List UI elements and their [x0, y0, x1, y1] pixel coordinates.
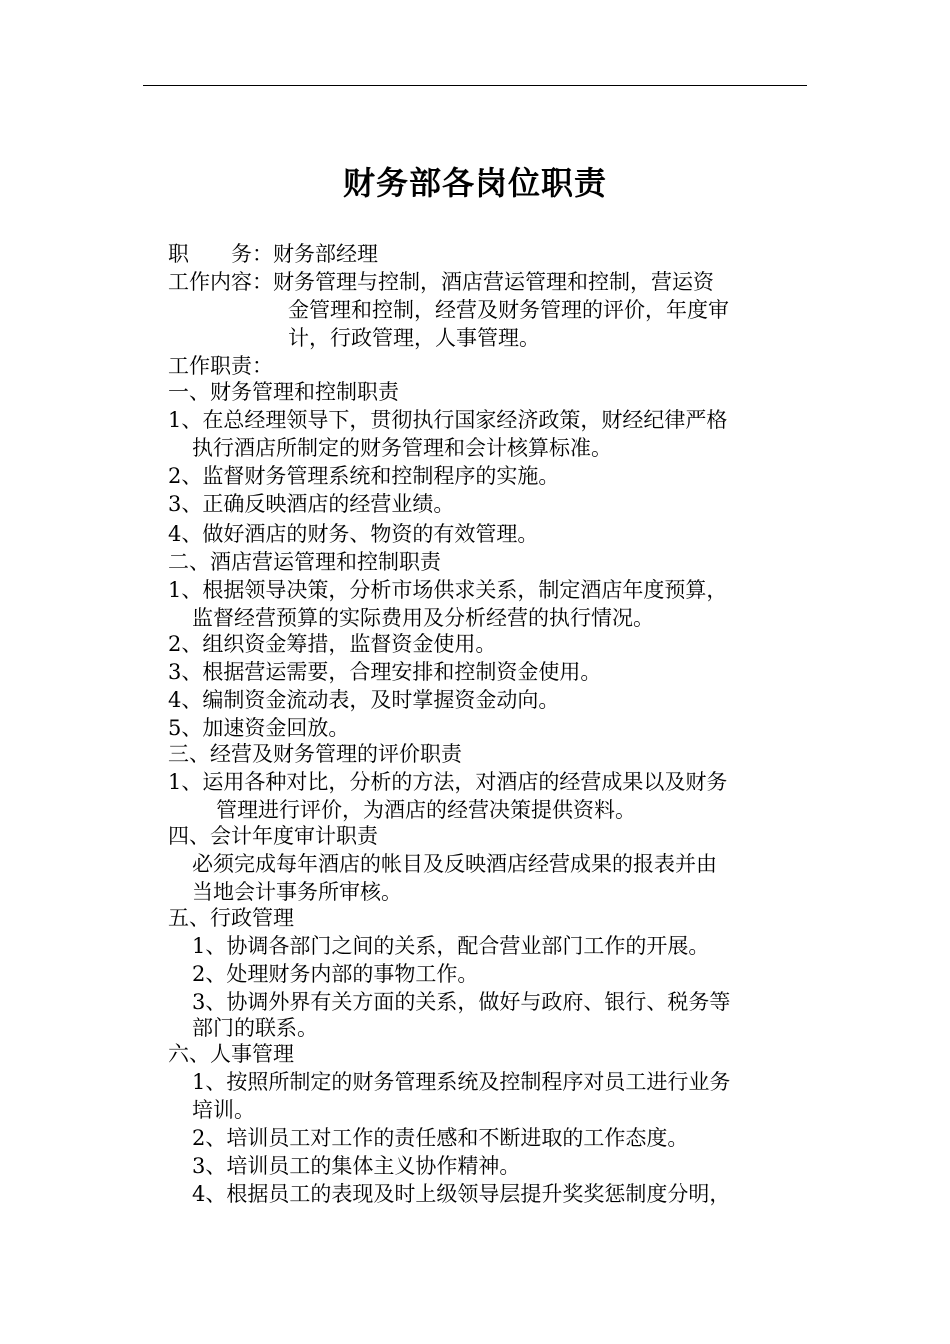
duties-label: 工作职责： [168, 354, 273, 378]
section-heading: 四、会计年度审计职责 [168, 824, 378, 848]
content-line: 计，行政管理，人事管理。 [288, 326, 540, 350]
list-item-continuation: 部门的联系。 [192, 1016, 318, 1040]
section-heading: 五、行政管理 [168, 906, 294, 930]
list-item: 1、运用各种对比，分析的方法，对酒店的经营成果以及财务 [168, 770, 728, 794]
list-item-continuation: 管理进行评价，为酒店的经营决策提供资料。 [216, 798, 636, 822]
header-rule [143, 85, 807, 86]
list-item: 3、根据营运需要，合理安排和控制资金使用。 [168, 660, 602, 684]
list-item-continuation: 执行酒店所制定的财务管理和会计核算标准。 [192, 436, 612, 460]
section-heading: 二、酒店营运管理和控制职责 [168, 550, 441, 574]
paragraph-line: 当地会计事务所审核。 [192, 880, 402, 904]
list-item: 2、培训员工对工作的责任感和不断进取的工作态度。 [192, 1126, 689, 1150]
list-item: 3、正确反映酒店的经营业绩。 [168, 492, 455, 516]
section-heading: 一、财务管理和控制职责 [168, 380, 399, 404]
position-value: 财务部经理 [273, 242, 378, 266]
content-line: 财务管理与控制，酒店营运管理和控制，营运资 [273, 270, 714, 294]
list-item: 3、协调外界有关方面的关系，做好与政府、银行、税务等 [192, 990, 731, 1014]
section-heading: 六、人事管理 [168, 1042, 294, 1066]
list-item: 1、按照所制定的财务管理系统及控制程序对员工进行业务 [192, 1070, 731, 1094]
content-row [168, 268, 818, 296]
list-item: 2、组织资金筹措，监督资金使用。 [168, 632, 497, 656]
content-label: 工作内容： [168, 270, 273, 294]
position-label: 职 务： [168, 242, 273, 266]
list-item: 4、编制资金流动表，及时掌握资金动向。 [168, 688, 560, 712]
list-item: 3、培训员工的集体主义协作精神。 [192, 1154, 521, 1178]
list-item-continuation: 监督经营预算的实际费用及分析经营的执行情况。 [192, 606, 654, 630]
document-title: 财务部各岗位职责 [342, 164, 607, 202]
position-row [168, 240, 818, 268]
paragraph-line: 必须完成每年酒店的帐目及反映酒店经营成果的报表并由 [192, 852, 717, 876]
content-line: 金管理和控制，经营及财务管理的评价，年度审 [288, 298, 729, 322]
list-item: 1、在总经理领导下，贯彻执行国家经济政策，财经纪律严格 [168, 408, 728, 432]
section-heading: 三、经营及财务管理的评价职责 [168, 742, 462, 766]
list-item: 4、做好酒店的财务、物资的有效管理。 [168, 522, 539, 546]
list-item-continuation: 培训。 [192, 1098, 255, 1122]
list-item: 5、加速资金回放。 [168, 716, 350, 740]
list-item: 4、根据员工的表现及时上级领导层提升奖奖惩制度分明， [192, 1182, 731, 1206]
list-item: 1、协调各部门之间的关系，配合营业部门工作的开展。 [192, 934, 710, 958]
list-item: 2、监督财务管理系统和控制程序的实施。 [168, 464, 560, 488]
list-item: 1、根据领导决策，分析市场供求关系，制定酒店年度预算， [168, 578, 728, 602]
list-item: 2、处理财务内部的事物工作。 [192, 962, 479, 986]
